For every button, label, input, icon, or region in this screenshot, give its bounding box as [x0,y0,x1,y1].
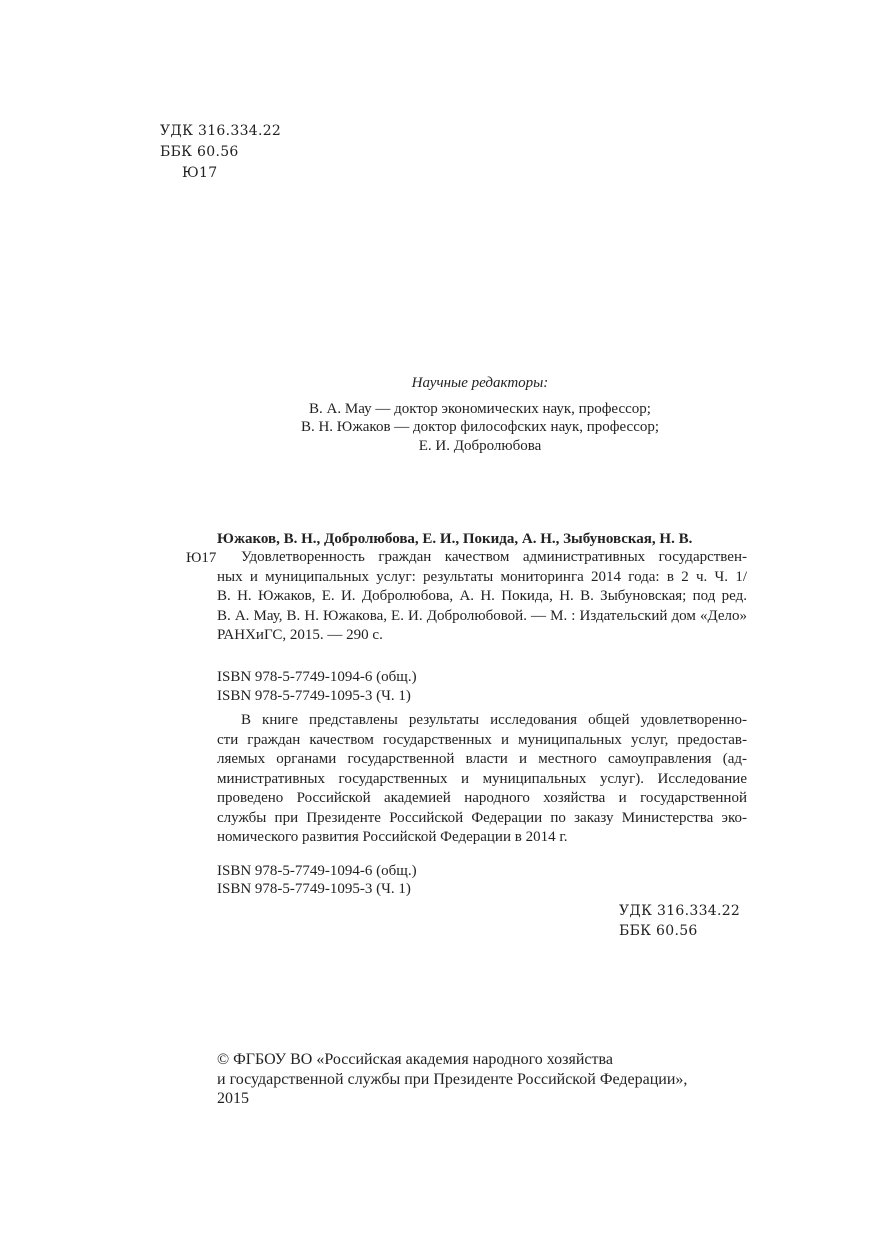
description-line-5: РАНХиГС, 2015. — 290 с. [217,627,383,643]
isbn-part: ISBN 978-5-7749-1095-3 (Ч. 1) [217,688,411,704]
editor-line-1: В. А. Мау — доктор экономических наук, профессор; [309,401,651,417]
annotation-line-6: службы при Президенте Российской Федерации по заказу Министерства эко- [217,809,747,826]
record-authors: Южаков, В. Н., Добролюбова, Е. И., Покида, А. Н., Зыбуновская, Н. В. [217,531,693,547]
description-line-2: ных и муниципальных услуг: результаты мониторинга 2014 года: в 2 ч. Ч. 1/ [217,568,747,585]
record-description [217,548,747,646]
isbn-general: ISBN 978-5-7749-1094-6 (общ.) [217,669,417,685]
bbk-code-top: ББК 60.56 [160,144,239,160]
udk-code-bottom: УДК 316.334.22 [619,903,741,919]
annotation-line-5: проведено Российской академией народного хозяйства и государственной [217,790,747,806]
annotation-line-3: ляемых органами государственной власти и местного самоуправления (ад- [217,751,747,767]
copyright-line-1: © ФГБОУ ВО «Российская академия народного хозяйства [217,1051,613,1068]
record-author-sign: Ю17 [186,550,217,566]
annotation-line-1: В книге представлены результаты исследования общей удовлетворенно- [241,712,747,728]
copyright-year: 2015 [217,1090,249,1107]
description-line-3: В. Н. Южаков, Е. И. Добролюбова, А. Н. Покида, Н. В. Зыбуновская; под ред. [217,588,747,604]
description-line-1: Удовлетворенность граждан качеством административных государствен- [241,549,747,565]
editors-heading: Научные редакторы: [411,375,549,391]
udk-code-top: УДК 316.334.22 [160,123,282,139]
description-line-4: В. А. Мау, В. Н. Южакова, Е. И. Добролюбовой. — М. : Издательский дом «Дело» [217,607,747,624]
editor-line-2: В. Н. Южаков — доктор философских наук, профессор; [300,419,660,435]
annotation-line-4: министративных государственных и муниципальных услуг). Исследование [217,770,747,787]
editor-line-3: Е. И. Добролюбова [418,438,542,454]
copyright-line-2: и государственной службы при Президенте Российской Федерации», [217,1071,688,1088]
annotation [217,711,747,848]
author-sign-top: Ю17 [182,165,218,181]
annotation-line-2: сти граждан качеством государственных и муниципальных услуг, предостав- [217,731,747,748]
annotation-line-7: номического развития Российской Федерации в 2014 г. [217,829,568,845]
isbn-part-2: ISBN 978-5-7749-1095-3 (Ч. 1) [217,881,411,897]
bbk-code-bottom: ББК 60.56 [619,923,698,939]
isbn-general-2: ISBN 978-5-7749-1094-6 (общ.) [217,863,417,879]
